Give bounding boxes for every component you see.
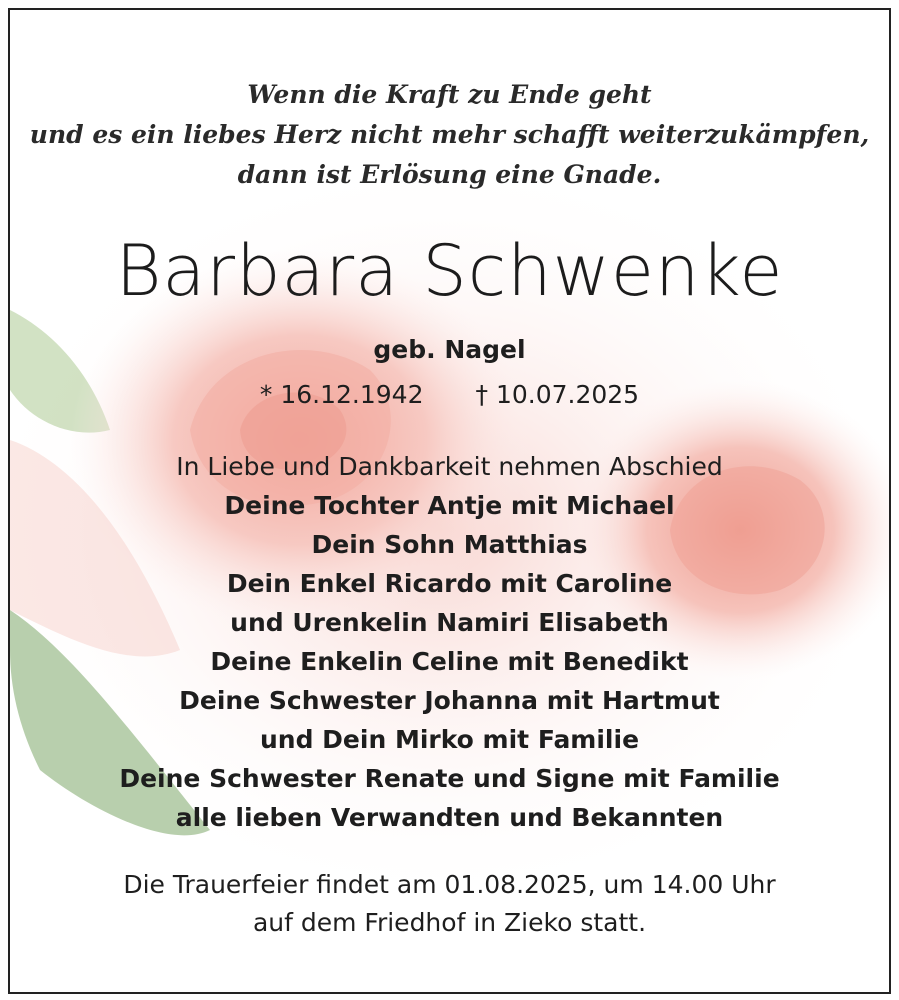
death-date: † 10.07.2025: [475, 380, 640, 409]
ceremony-line-2: auf dem Friedhof in Zieko statt.: [252, 908, 647, 937]
mourner-line: Deine Schwester Johanna mit Hartmut: [179, 686, 720, 715]
deceased-name: Barbara Schwenke: [115, 230, 784, 312]
poem-line-1: Wenn die Kraft zu Ende geht: [247, 80, 652, 109]
mourner-line: Deine Enkelin Celine mit Benedikt: [210, 647, 689, 676]
poem-line-3: dann ist Erlösung eine Gnade.: [237, 160, 662, 189]
farewell-intro: In Liebe und Dankbarkeit nehmen Abschied: [176, 452, 723, 481]
mourner-line: Deine Tochter Antje mit Michael: [224, 491, 675, 520]
obituary-card: [8, 8, 891, 994]
maiden-name: geb. Nagel: [373, 335, 526, 364]
mourner-line: Dein Sohn Matthias: [311, 530, 588, 559]
ceremony-line-1: Die Trauerfeier findet am 01.08.2025, um 14.00 Uhr: [123, 870, 776, 899]
life-dates: [10, 380, 889, 409]
mourner-line: alle lieben Verwandten und Bekannten: [175, 803, 724, 832]
mourner-line: Deine Schwester Renate und Signe mit Familie: [119, 764, 780, 793]
poem-line-2: und es ein liebes Herz nicht mehr schafft weiterzukämpfen,: [29, 120, 870, 149]
mourner-line: und Dein Mirko mit Familie: [259, 725, 640, 754]
mourner-line: Dein Enkel Ricardo mit Caroline: [226, 569, 673, 598]
mourner-line: und Urenkelin Namiri Elisabeth: [230, 608, 669, 637]
birth-date: * 16.12.1942: [259, 380, 424, 409]
